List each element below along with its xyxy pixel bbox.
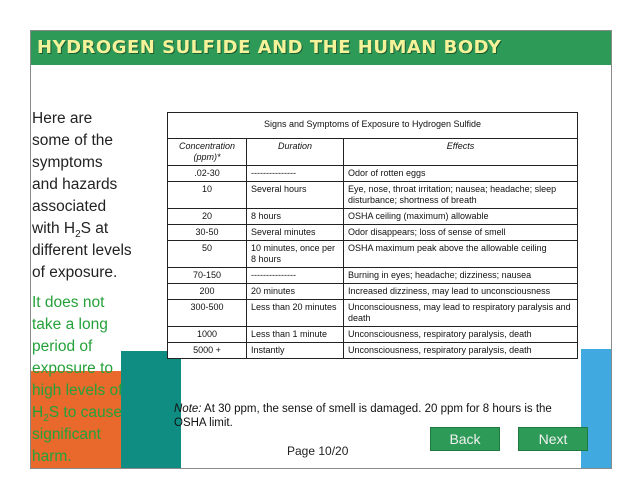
concentration-cell: 10 bbox=[168, 182, 247, 209]
duration-cell: 10 minutes, once per 8 hours bbox=[247, 241, 344, 268]
note bbox=[174, 402, 584, 430]
effects-cell: OSHA ceiling (maximum) allowable bbox=[344, 209, 578, 225]
decorative-blue-block bbox=[581, 349, 611, 469]
duration-cell: --------------- bbox=[247, 166, 344, 182]
duration-cell: 20 minutes bbox=[247, 284, 344, 300]
table-row bbox=[168, 209, 578, 225]
intro-text bbox=[32, 108, 132, 476]
intro-paragraph-2: It does not take a long period of exposure to high levels of $H_2S$ to cause significant harm. bbox=[32, 294, 123, 465]
table-row bbox=[168, 166, 578, 182]
effects-cell: Increased dizziness, may lead to unconsciousness bbox=[344, 284, 578, 300]
concentration-cell: 5000 + bbox=[168, 343, 247, 359]
duration-cell: --------------- bbox=[247, 268, 344, 284]
table-row bbox=[168, 300, 578, 327]
concentration-cell: 70-150 bbox=[168, 268, 247, 284]
concentration-cell: 200 bbox=[168, 284, 247, 300]
effects-cell: Odor disappears; loss of sense of smell bbox=[344, 225, 578, 241]
exposure-table bbox=[167, 112, 578, 359]
effects-cell: Unconsciousness, respiratory paralysis, death bbox=[344, 327, 578, 343]
table-caption: Signs and Symptoms of Exposure to Hydrogen Sulfide bbox=[168, 113, 578, 139]
page-number: Page 10/20 bbox=[287, 444, 349, 458]
intro-paragraph-1: Here are some of the symptoms and hazards associated with $H_2S$ at different levels of exposure. bbox=[32, 110, 132, 281]
effects-cell: Odor of rotten eggs bbox=[344, 166, 578, 182]
duration-cell: Less than 20 minutes bbox=[247, 300, 344, 327]
table-header-row bbox=[168, 139, 578, 166]
concentration-cell: 1000 bbox=[168, 327, 247, 343]
duration-cell: Instantly bbox=[247, 343, 344, 359]
effects-cell: OSHA maximum peak above the allowable ceiling bbox=[344, 241, 578, 268]
header-duration: Duration bbox=[247, 139, 344, 166]
table-row bbox=[168, 182, 578, 209]
duration-cell: 8 hours bbox=[247, 209, 344, 225]
note-text: At 30 ppm, the sense of smell is damaged. 20 ppm for 8 hours is the OSHA limit. bbox=[174, 403, 552, 429]
concentration-cell: 30-50 bbox=[168, 225, 247, 241]
table-row bbox=[168, 268, 578, 284]
duration-cell: Several minutes bbox=[247, 225, 344, 241]
next-button[interactable]: Next bbox=[518, 427, 588, 451]
concentration-cell: .02-30 bbox=[168, 166, 247, 182]
effects-cell: Eye, nose, throat irritation; nausea; headache; sleep disturbance; shortness of breath bbox=[344, 182, 578, 209]
header-concentration: Concentration (ppm)* bbox=[168, 139, 247, 166]
table-row bbox=[168, 284, 578, 300]
effects-cell: Unconsciousness, may lead to respiratory paralysis and death bbox=[344, 300, 578, 327]
title-bar bbox=[31, 31, 611, 65]
concentration-cell: 50 bbox=[168, 241, 247, 268]
back-button[interactable]: Back bbox=[430, 427, 500, 451]
table-row bbox=[168, 241, 578, 268]
table-row bbox=[168, 225, 578, 241]
table-row bbox=[168, 327, 578, 343]
concentration-cell: 300-500 bbox=[168, 300, 247, 327]
slide-title: HYDROGEN SULFIDE AND THE HUMAN BODY bbox=[37, 37, 502, 58]
table-caption-row bbox=[168, 113, 578, 139]
header-effects: Effects bbox=[344, 139, 578, 166]
concentration-cell: 20 bbox=[168, 209, 247, 225]
note-label: Note: bbox=[174, 403, 202, 415]
duration-cell: Several hours bbox=[247, 182, 344, 209]
effects-cell: Unconsciousness, respiratory paralysis, death bbox=[344, 343, 578, 359]
effects-cell: Burning in eyes; headache; dizziness; nausea bbox=[344, 268, 578, 284]
duration-cell: Less than 1 minute bbox=[247, 327, 344, 343]
table-row bbox=[168, 343, 578, 359]
